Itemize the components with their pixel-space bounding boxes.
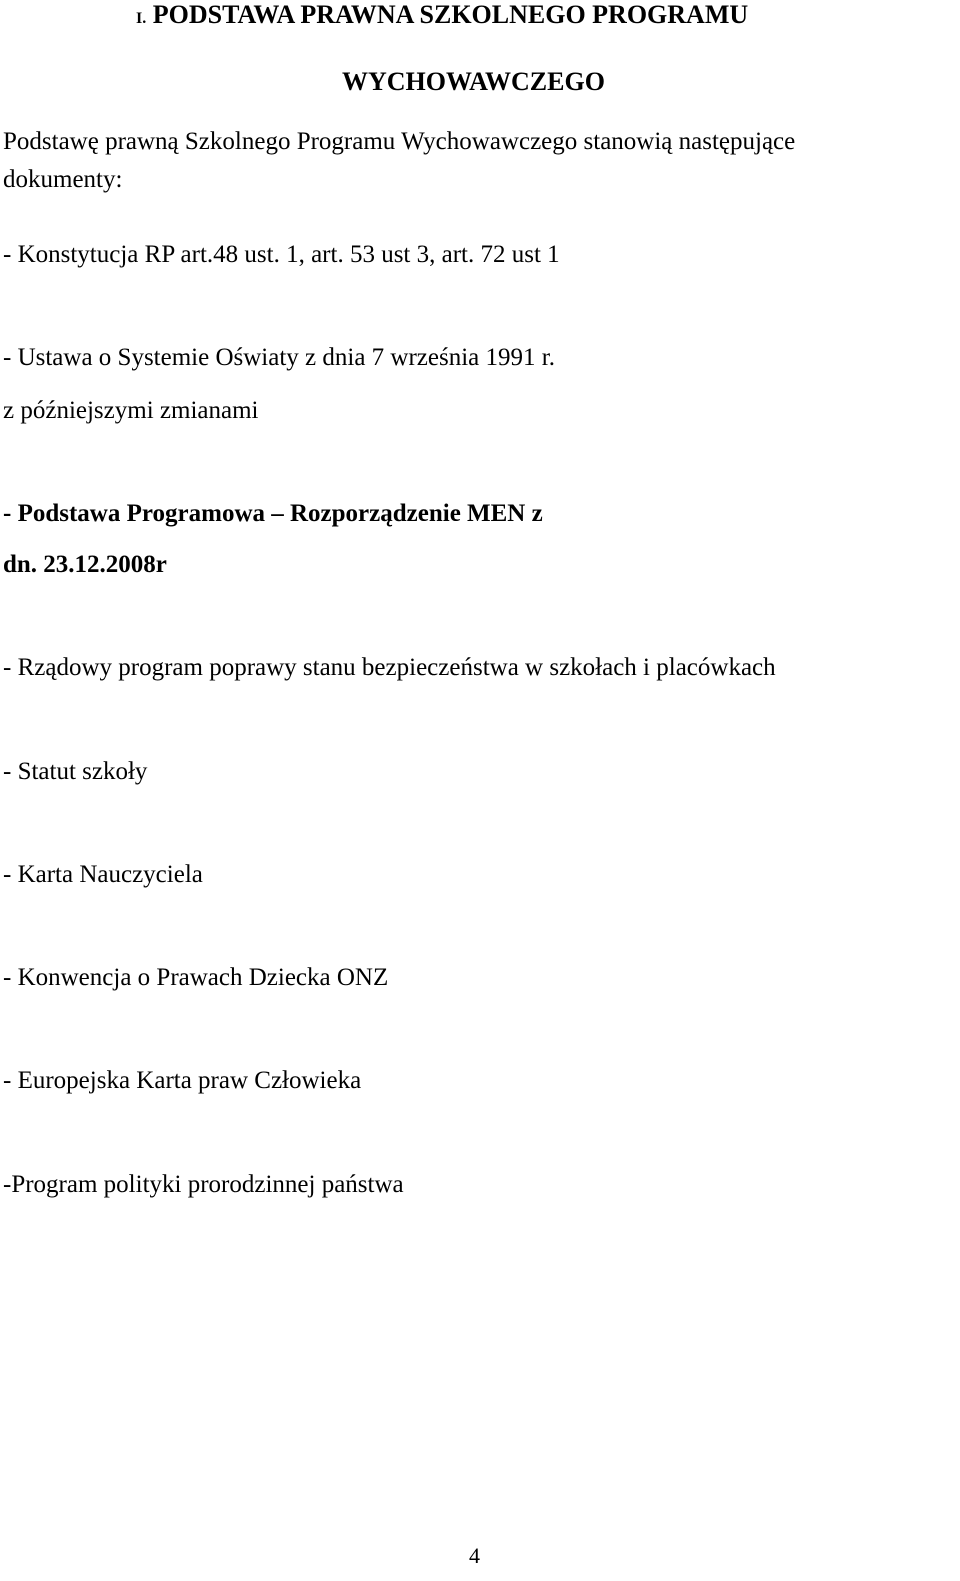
intro-line-2: dokumenty: — [3, 166, 123, 193]
section-heading — [136, 0, 748, 34]
list-item-statut: - Statut szkoły — [3, 758, 148, 785]
list-item-podstawa-date: dn. 23.12.2008r — [3, 551, 167, 578]
list-item-ustawa: - Ustawa o Systemie Oświaty z dnia 7 września 1991 r. — [3, 344, 555, 371]
page-number: 4 — [469, 1543, 480, 1568]
list-item-karta-nauczyciela: - Karta Nauczyciela — [3, 861, 203, 888]
list-item-konwencja: - Konwencja o Prawach Dziecka ONZ — [3, 964, 389, 991]
list-item-ustawa-continued: z późniejszymi zmianami — [3, 397, 259, 424]
section-title-line-1: PODSTAWA PRAWNA SZKOLNEGO PROGRAMU — [152, 0, 749, 29]
list-item-konstytucja: - Konstytucja RP art.48 ust. 1, art. 53 ust 3, art. 72 ust 1 — [3, 241, 560, 268]
list-item-podstawa: - Podstawa Programowa – Rozporządzenie MEN z — [3, 500, 543, 527]
intro-line-1: Podstawę prawną Szkolnego Programu Wychowawczego stanowią następujące — [3, 128, 796, 155]
section-title-line-2: WYCHOWAWCZEGO — [342, 67, 605, 96]
list-item-rzadowy-program: - Rządowy program poprawy stanu bezpieczeństwa w szkołach i placówkach — [3, 654, 776, 681]
section-number: I. — [136, 10, 147, 27]
list-item-europejska-karta: - Europejska Karta praw Człowieka — [3, 1067, 362, 1094]
list-item-program-polityki: -Program polityki prorodzinnej państwa — [3, 1171, 404, 1198]
